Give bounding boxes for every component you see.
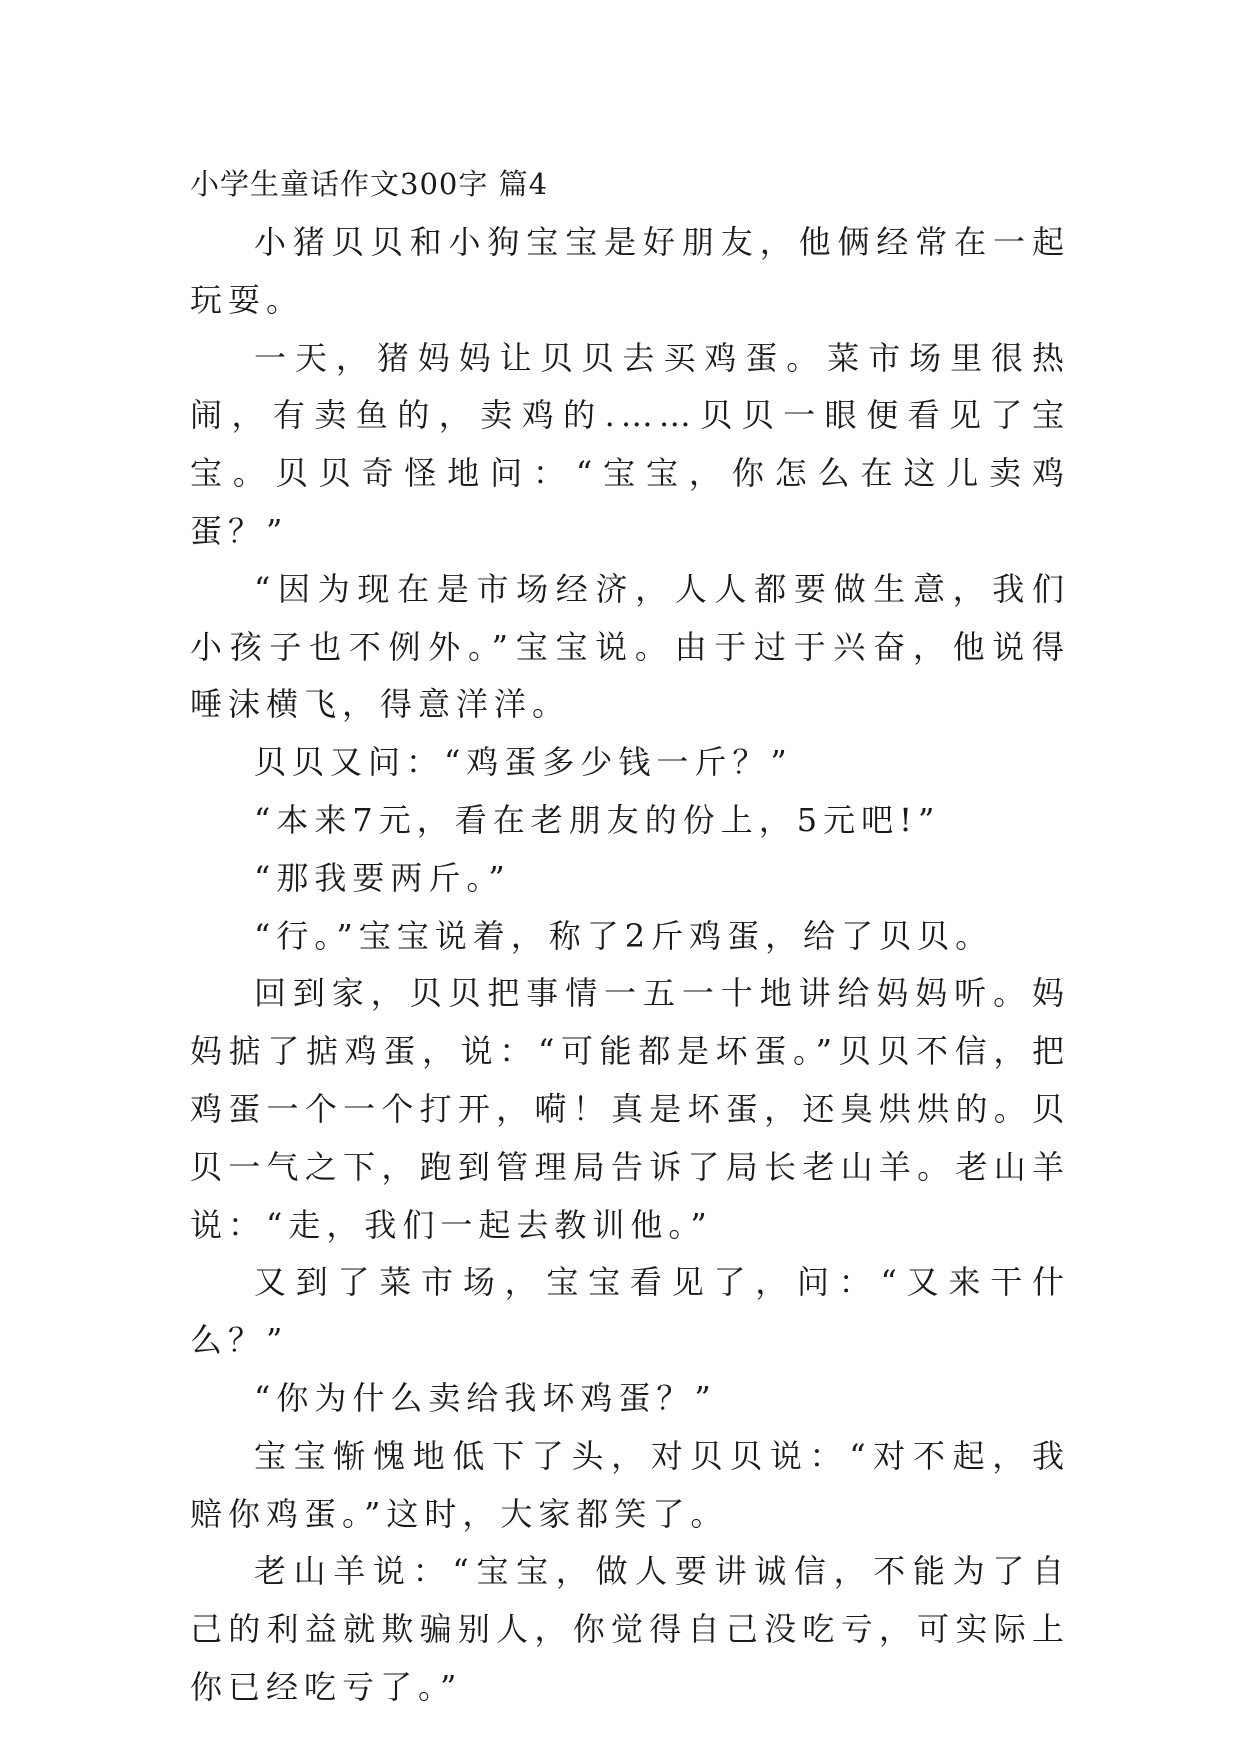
paragraph: 又到了菜市场，宝宝看见了，问：“又来干什么？” xyxy=(190,1263,1070,1360)
paragraph: “那我要两斤。” xyxy=(254,858,511,897)
paragraph: 回到家，贝贝把事情一五一十地讲给妈妈听。妈妈掂了掂鸡蛋，说：“可能都是坏蛋。”贝贝不信，把鸡蛋一个一个打开，嗬！真是坏蛋，还臭烘烘的。贝贝一气之下，跑到管理局告诉了局长老山羊。老山羊说：“走，我们一起去教训他。” xyxy=(190,974,1070,1244)
paragraph: “本来7元，看在老朋友的份上，5元吧!” xyxy=(254,800,941,839)
paragraph: 贝贝又问：“鸡蛋多少钱一斤？” xyxy=(254,743,793,782)
document-title: 小学生童话作文300字 篇4 xyxy=(190,167,549,201)
paragraph: “因为现在是市场经济，人人都要做生意，我们小孩子也不例外。”宝宝说。由于过于兴奋，他说得唾沫横飞，得意洋洋。 xyxy=(190,569,1070,724)
paragraph: 老山羊说：“宝宝，做人要讲诚信，不能为了自己的利益就欺骗别人，你觉得自己没吃亏，可实际上你已经吃亏了。” xyxy=(190,1552,1070,1706)
paragraph: “你为什么卖给我坏鸡蛋？” xyxy=(254,1378,717,1417)
document-body xyxy=(190,154,1070,1717)
paragraph: 宝宝惭愧地低下了头，对贝贝说：“对不起，我赔你鸡蛋。”这时，大家都笑了。 xyxy=(190,1436,1070,1533)
paragraph: 一天，猪妈妈让贝贝去买鸡蛋。菜市场里很热闹，有卖鱼的，卖鸡的.……贝贝一眼便看见了宝宝。贝贝奇怪地问：“宝宝，你怎么在这儿卖鸡蛋？” xyxy=(190,338,1070,550)
paragraph: “行。”宝宝说着，称了2斤鸡蛋，给了贝贝。 xyxy=(254,916,994,955)
paragraph: 小猪贝贝和小狗宝宝是好朋友，他俩经常在一起玩耍。 xyxy=(190,223,1070,319)
